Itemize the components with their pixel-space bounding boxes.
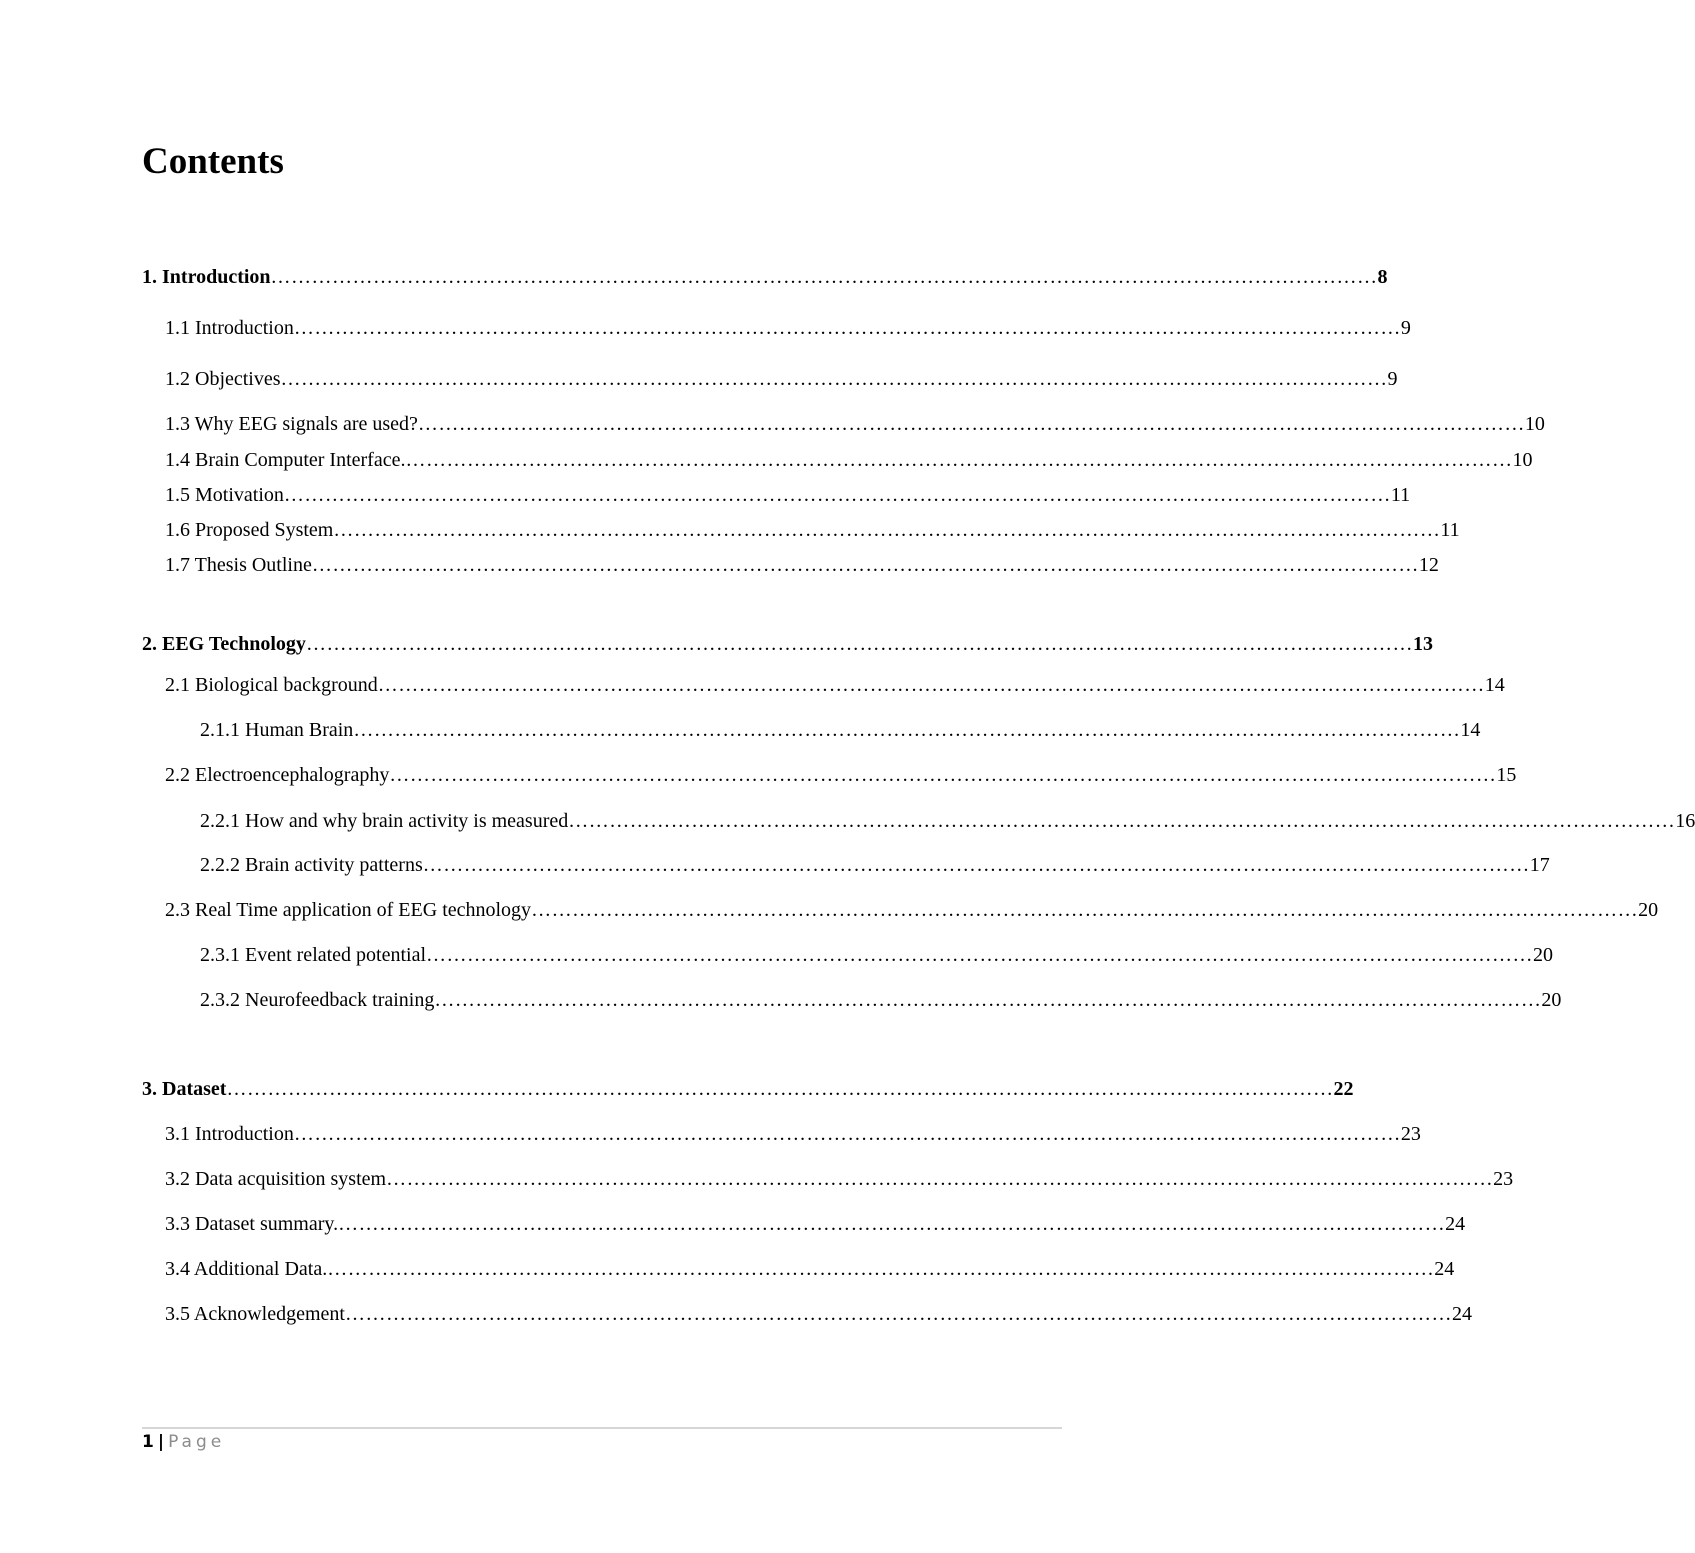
toc-page-number: 9 bbox=[1387, 368, 1398, 390]
toc-label: 2.2 Electroencephalography bbox=[165, 764, 390, 786]
toc-page-number: 13 bbox=[1412, 633, 1433, 655]
toc-label: 3.3 Dataset summary. bbox=[165, 1213, 339, 1235]
dot-leader: ……………………………………………………………………………………………………………………………………………… bbox=[426, 944, 1534, 966]
dot-leader: ……………………………………………………………………………………………………………………………………………… bbox=[226, 1078, 1334, 1100]
dot-leader: ……………………………………………………………………………………………………………………………………………… bbox=[283, 484, 1391, 506]
toc-label: 3.4 Additional Data. bbox=[165, 1258, 328, 1280]
toc-page-number: 20 bbox=[1533, 944, 1554, 966]
dot-leader: ……………………………………………………………………………………………………………………………………………… bbox=[377, 674, 1485, 696]
toc-section-2-1[interactable] bbox=[165, 673, 1505, 697]
toc-label: 2.1.1 Human Brain bbox=[200, 719, 354, 741]
toc-page-number: 24 bbox=[1434, 1258, 1455, 1280]
toc-page-number: 14 bbox=[1460, 719, 1481, 741]
dot-leader: ……………………………………………………………………………………………………………………………………………… bbox=[280, 368, 1388, 390]
toc-chapter-2[interactable] bbox=[142, 632, 1433, 656]
dot-leader: ……………………………………………………………………………………………………………………………………………… bbox=[568, 810, 1676, 832]
toc-page-number: 11 bbox=[1390, 484, 1411, 506]
toc-label: 3.2 Data acquisition system bbox=[165, 1168, 387, 1190]
toc-page-number: 23 bbox=[1400, 1123, 1421, 1145]
dot-leader: ……………………………………………………………………………………………………………………………………………… bbox=[353, 719, 1461, 741]
toc-page-number: 20 bbox=[1638, 899, 1659, 921]
toc-section-1-7[interactable] bbox=[165, 553, 1439, 577]
dot-leader: ……………………………………………………………………………………………………………………………………………… bbox=[311, 554, 1419, 576]
toc-subsection-2-2-1[interactable] bbox=[200, 809, 1695, 833]
footer-page-number: 1 bbox=[142, 1432, 154, 1452]
toc-page-number: 8 bbox=[1377, 266, 1388, 288]
toc-label: 2.1 Biological background bbox=[165, 674, 378, 696]
page-title: Contents bbox=[142, 141, 284, 182]
footer-page-word: Page bbox=[168, 1432, 226, 1452]
toc-label: 3. Dataset bbox=[142, 1078, 227, 1100]
toc-label: 1.4 Brain Computer Interface. bbox=[165, 449, 406, 471]
dot-leader: ……………………………………………………………………………………………………………………………………………… bbox=[417, 413, 1525, 435]
toc-chapter-3[interactable] bbox=[142, 1077, 1354, 1101]
toc-label: 1.2 Objectives bbox=[165, 368, 281, 390]
toc-page-number: 22 bbox=[1333, 1078, 1354, 1100]
toc-section-3-5[interactable] bbox=[165, 1302, 1472, 1326]
toc-page-number: 16 bbox=[1675, 810, 1695, 832]
page-footer bbox=[142, 1432, 225, 1452]
toc-section-1-1[interactable] bbox=[165, 316, 1411, 340]
toc-page-number: 15 bbox=[1496, 764, 1517, 786]
toc-label: 2.2.2 Brain activity patterns bbox=[200, 854, 423, 876]
dot-leader: ……………………………………………………………………………………………………………………………………………… bbox=[293, 1123, 1401, 1145]
footer-separator: | bbox=[157, 1432, 165, 1452]
toc-section-3-4[interactable] bbox=[165, 1257, 1455, 1281]
toc-page-number: 11 bbox=[1440, 519, 1460, 541]
toc-section-1-6[interactable] bbox=[165, 518, 1460, 542]
dot-leader: ……………………………………………………………………………………………………………………………………………… bbox=[305, 633, 1413, 655]
toc-subsection-2-3-1[interactable] bbox=[200, 943, 1554, 967]
toc-label: 1.3 Why EEG signals are used? bbox=[165, 413, 418, 435]
toc-page-number: 23 bbox=[1493, 1168, 1514, 1190]
dot-leader: ……………………………………………………………………………………………………………………………………………… bbox=[333, 519, 1441, 541]
toc-section-1-2[interactable] bbox=[165, 367, 1398, 391]
toc-page-number: 20 bbox=[1541, 989, 1562, 1011]
dot-leader: ……………………………………………………………………………………………………………………………………………… bbox=[344, 1303, 1452, 1325]
dot-leader: ……………………………………………………………………………………………………………………………………………… bbox=[386, 1168, 1494, 1190]
toc-label: 2.3.1 Event related potential bbox=[200, 944, 427, 966]
dot-leader: ……………………………………………………………………………………………………………………………………………… bbox=[405, 449, 1513, 471]
toc-label: 3.1 Introduction bbox=[165, 1123, 294, 1145]
dot-leader: ……………………………………………………………………………………………………………………………………………… bbox=[434, 989, 1542, 1011]
toc-label: 1.6 Proposed System bbox=[165, 519, 334, 541]
dot-leader: ……………………………………………………………………………………………………………………………………………… bbox=[338, 1213, 1446, 1235]
toc-section-3-2[interactable] bbox=[165, 1167, 1514, 1191]
toc-section-1-5[interactable] bbox=[165, 483, 1411, 507]
dot-leader: ……………………………………………………………………………………………………………………………………………… bbox=[270, 266, 1378, 288]
toc-section-1-4[interactable] bbox=[165, 448, 1533, 472]
toc-subsection-2-3-2[interactable] bbox=[200, 988, 1562, 1012]
toc-page-number: 17 bbox=[1529, 854, 1550, 876]
toc-label: 2.3 Real Time application of EEG technology bbox=[165, 899, 532, 921]
toc-label: 1.7 Thesis Outline bbox=[165, 554, 312, 576]
toc-label: 2.2.1 How and why brain activity is measured bbox=[200, 810, 569, 832]
toc-page-number: 10 bbox=[1512, 449, 1533, 471]
dot-leader: ……………………………………………………………………………………………………………………………………………… bbox=[531, 899, 1639, 921]
toc-chapter-1[interactable] bbox=[142, 265, 1388, 289]
toc-subsection-2-1-1[interactable] bbox=[200, 718, 1481, 742]
toc-section-2-3[interactable] bbox=[165, 898, 1659, 922]
toc-section-3-1[interactable] bbox=[165, 1122, 1421, 1146]
toc-label: 1.5 Motivation bbox=[165, 484, 284, 506]
toc-section-3-3[interactable] bbox=[165, 1212, 1466, 1236]
toc-page-number: 24 bbox=[1451, 1303, 1472, 1325]
toc-label: 3.5 Acknowledgement bbox=[165, 1303, 345, 1325]
toc-label: 1. Introduction bbox=[142, 266, 271, 288]
dot-leader: ……………………………………………………………………………………………………………………………………………… bbox=[327, 1258, 1435, 1280]
toc-subsection-2-2-2[interactable] bbox=[200, 853, 1550, 877]
dot-leader: ……………………………………………………………………………………………………………………………………………… bbox=[422, 854, 1530, 876]
toc-page-number: 10 bbox=[1524, 413, 1545, 435]
toc-page-number: 14 bbox=[1484, 674, 1505, 696]
toc-page-number: 12 bbox=[1418, 554, 1439, 576]
toc-label: 2. EEG Technology bbox=[142, 633, 306, 655]
dot-leader: ……………………………………………………………………………………………………………………………………………… bbox=[293, 317, 1401, 339]
toc-label: 2.3.2 Neurofeedback training bbox=[200, 989, 435, 1011]
dot-leader: ……………………………………………………………………………………………………………………………………………… bbox=[389, 764, 1497, 786]
toc-section-1-3[interactable] bbox=[165, 412, 1545, 436]
footer-divider bbox=[142, 1427, 1062, 1429]
toc-page-number: 24 bbox=[1445, 1213, 1466, 1235]
toc-section-2-2[interactable] bbox=[165, 763, 1517, 787]
toc-page-number: 9 bbox=[1400, 317, 1411, 339]
toc-label: 1.1 Introduction bbox=[165, 317, 294, 339]
